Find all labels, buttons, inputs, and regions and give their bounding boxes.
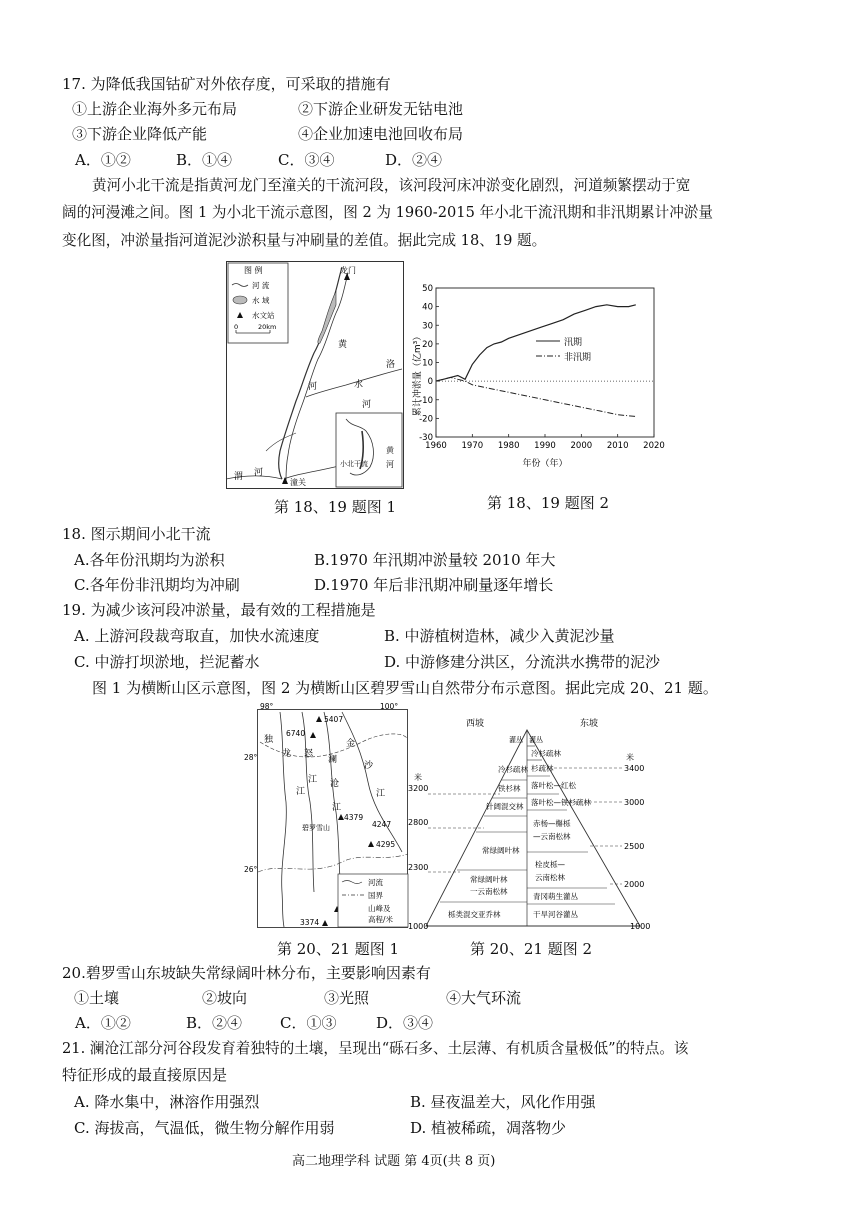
unit-right: 米 xyxy=(626,753,634,762)
river-jiang: 江 xyxy=(376,789,386,799)
inset-he: 河 xyxy=(386,460,394,469)
tick-left-2800: 2800 xyxy=(408,818,429,827)
east-zone-7: —云南松林 xyxy=(533,832,571,841)
east-zone-4: 落叶松—红松 xyxy=(531,781,576,790)
west-zone-3: 铁杉林 xyxy=(498,784,521,793)
river-dulong: 独 xyxy=(264,735,274,745)
inset-xbgl-1: 小北干流 xyxy=(340,460,368,468)
y-tick-label: 30 xyxy=(422,321,433,332)
y-tick-label: 40 xyxy=(422,302,433,313)
east-zone-5: 落叶松—铁杉疏林 xyxy=(531,798,591,807)
west-zone-1: 灌丛 xyxy=(509,736,523,744)
y-tick-label: 20 xyxy=(422,339,433,350)
q20-choice-b: B．②④ xyxy=(186,1014,243,1032)
q17-choice-a: A．①② xyxy=(75,151,131,169)
legend-water: 水 域 xyxy=(252,296,270,305)
map-legend xyxy=(228,263,288,343)
map2-legend xyxy=(338,874,408,927)
x-tick-label: 1970 xyxy=(461,441,484,451)
legend-station: 水文站 xyxy=(252,311,275,320)
label-luo: 洛 xyxy=(386,360,396,370)
inset-huang: 黄 xyxy=(386,446,394,455)
q18-option-a: A.各年份汛期均为淤积 xyxy=(74,551,225,569)
x-tick-label: 1980 xyxy=(497,441,520,451)
q17-choice-d: D．②④ xyxy=(385,151,443,169)
nonflood-series-line xyxy=(436,377,636,416)
west-zone-7: 一云南松林 xyxy=(470,887,508,896)
river-lan-2: 沧 xyxy=(330,779,340,789)
y-tick-label: 50 xyxy=(422,284,433,294)
tick-right-2500: 2500 xyxy=(624,842,645,851)
peak-4379: 4379 xyxy=(344,813,364,822)
east-zone-8: 栓皮栎— xyxy=(535,860,565,869)
intro1-line1: 黄河小北干流是指黄河龙门至潼关的干流河段，该河段河床冲淤变化剧烈，河道频繁摆动于宽 xyxy=(92,177,691,194)
q21-stem-line2: 特征形成的最直接原因是 xyxy=(62,1066,228,1084)
x-tick-label: 2020 xyxy=(643,441,665,451)
legend-nonflood: 非汛期 xyxy=(564,353,592,363)
west-zone-4: 针阔混交林 xyxy=(486,802,524,811)
lat-28: 28° xyxy=(244,753,258,762)
east-zone-1: 灌丛 xyxy=(529,736,543,744)
legend-peak: 山峰及 xyxy=(368,904,391,913)
label-he3: 河 xyxy=(254,468,264,478)
x-tick-label: 1960 xyxy=(425,441,447,451)
hengduan-map xyxy=(244,702,412,930)
q19-stem: 19. 为减少该河段冲淤量，最有效的工程措施是 xyxy=(62,601,376,619)
y-tick-label: -30 xyxy=(419,433,433,443)
q21-option-c: C. 海拔高，气温低，微生物分解作用弱 xyxy=(74,1119,335,1137)
q21-option-d: D. 植被稀疏，凋落物少 xyxy=(410,1119,567,1137)
peak-3374: 3374 xyxy=(300,918,320,927)
x-axis-label: 年份（年） xyxy=(522,459,568,469)
q17-choice-b: B．①④ xyxy=(176,151,233,169)
x-tick-label: 2000 xyxy=(570,441,593,451)
q20-stem: 20.碧罗雪山东坡缺失常绿阔叶林分布，主要影响因素有 xyxy=(62,964,431,982)
legend-flood: 汛期 xyxy=(564,338,583,348)
q19-option-d: D. 中游修建分洪区，分流洪水携带的泥沙 xyxy=(384,653,661,671)
peak-4295: 4295 xyxy=(376,840,396,849)
east-zone-2: 冷杉疏林 xyxy=(531,749,561,758)
fig-caption-1: 第 18、19 题图 1 xyxy=(274,498,397,516)
east-zone-3: 杉疏林 xyxy=(531,764,554,773)
east-zone-9: 云南松林 xyxy=(535,873,565,882)
scour-silt-chart xyxy=(408,278,668,490)
zone-diagram xyxy=(404,712,684,932)
intro2: 图 1 为横断山区示意图，图 2 为横断山区碧罗雪山自然带分布示意图。据此完成 20、21 题。 xyxy=(92,679,718,697)
fig-caption-2: 第 18、19 题图 2 xyxy=(487,494,610,512)
q18-option-b: B.1970 年汛期冲淤量较 2010 年大 xyxy=(314,551,556,569)
river-nu: 怒 xyxy=(304,749,314,759)
unit-left: 米 xyxy=(414,773,422,782)
river-lan-3: 江 xyxy=(332,803,342,813)
q20-option-4: ④大气环流 xyxy=(446,989,522,1007)
west-zone-6: 常绿阔叶林 xyxy=(470,875,508,884)
tick-left-3200: 3200 xyxy=(408,784,429,793)
q17-option-3: ③下游企业降低产能 xyxy=(72,125,208,143)
y-tick-label: -10 xyxy=(419,395,433,406)
q19-option-b: B. 中游植树造林，减少入黄泥沙量 xyxy=(384,627,615,645)
q18-stem: 18. 图示期间小北干流 xyxy=(62,525,211,543)
q21-option-b: B. 昼夜温差大，风化作用强 xyxy=(410,1093,596,1111)
q20-choice-d: D．③④ xyxy=(376,1014,434,1032)
river-dulong-2: 龙 xyxy=(282,749,292,759)
legend-river: 河 流 xyxy=(252,281,270,290)
fig-caption-3: 第 20、21 题图 1 xyxy=(277,940,400,958)
q20-choice-a: A．①② xyxy=(75,1014,131,1032)
q17-choice-c: C．③④ xyxy=(278,151,335,169)
label-biluo: 碧罗雪山 xyxy=(302,824,330,832)
q17-option-2: ②下游企业研发无钴电池 xyxy=(298,100,464,118)
q17-option-1: ①上游企业海外多元布局 xyxy=(72,100,238,118)
legend xyxy=(536,336,591,363)
river-nu-2: 江 xyxy=(308,775,318,785)
y-tick-label: 0 xyxy=(427,377,433,388)
scale-zero: 0 xyxy=(234,323,239,331)
river-jin: 金 xyxy=(346,739,356,749)
q21-stem-line1: 21. 澜沧江部分河谷段发育着独特的土壤，呈现出“砾石多、土层薄、有机质含量极低”的特点。该 xyxy=(62,1040,689,1057)
legend-title: 图 例 xyxy=(244,266,263,275)
legend-river2: 河流 xyxy=(368,878,383,887)
fig-caption-4: 第 20、21 题图 2 xyxy=(470,940,593,958)
q19-option-c: C. 中游打坝淤地，拦泥蓄水 xyxy=(74,653,260,671)
tick-left-2300: 2300 xyxy=(408,863,429,872)
q17-stem: 17. 为降低我国钴矿对外依存度，可采取的措施有 xyxy=(62,75,391,93)
x-tick-label: 1990 xyxy=(534,441,556,451)
xiaobei-map xyxy=(226,261,404,489)
label-tongguan: 潼关 xyxy=(290,478,306,487)
label-shui: 水 xyxy=(354,380,364,390)
x-tick-label: 2010 xyxy=(606,441,629,451)
q20-choice-c: C．①③ xyxy=(280,1014,337,1032)
river-dulong-3: 江 xyxy=(296,787,306,797)
y-tick-label: 10 xyxy=(422,358,433,369)
y-axis-label: 累计冲淤量（亿m³） xyxy=(413,331,423,417)
inset-map xyxy=(336,413,402,487)
lon-100: 100° xyxy=(380,702,399,711)
label-longmen: 龙门 xyxy=(340,266,356,275)
scale-km: 20km xyxy=(258,323,277,331)
east-zone-10: 青冈萌生灌丛 xyxy=(533,892,578,901)
label-he: 河 xyxy=(308,382,318,392)
tick-left-1000: 1000 xyxy=(408,922,429,931)
west-zone-2: 冷杉疏林 xyxy=(498,765,528,774)
label-wei: 渭 xyxy=(234,472,244,482)
west-slope-label: 西坡 xyxy=(466,719,485,729)
peak-5407: 5407 xyxy=(324,715,344,724)
q18-option-c: C.各年份非汛期均为冲刷 xyxy=(74,576,240,594)
q21-option-a: A. 降水集中，淋溶作用强烈 xyxy=(74,1093,260,1111)
tick-right-1000: 1000 xyxy=(630,922,651,931)
q20-option-1: ①土壤 xyxy=(74,989,120,1007)
tick-right-3400: 3400 xyxy=(624,764,645,773)
peak-6740: 6740 xyxy=(286,729,306,738)
legend-peak-2: 高程/米 xyxy=(368,915,394,924)
tick-right-3000: 3000 xyxy=(624,798,645,807)
q20-option-3: ③光照 xyxy=(324,989,370,1007)
river-sha: 沙 xyxy=(364,761,374,771)
label-huang: 黄 xyxy=(338,340,348,350)
east-slope-label: 东坡 xyxy=(580,719,599,729)
west-zone-8: 栎类混交亚乔林 xyxy=(448,910,501,919)
label-he2: 河 xyxy=(362,400,372,410)
tick-right-2000: 2000 xyxy=(624,880,645,889)
intro1-line2: 阔的河漫滩之间。图 1 为小北干流示意图，图 2 为 1960-2015 年小北干流汛期和非汛期累计冲淤量 xyxy=(62,204,713,221)
east-zone-11: 干旱河谷灌丛 xyxy=(533,910,578,919)
east-zone-6: 赤杨—槲栎 xyxy=(533,819,571,828)
intro1-line3: 变化图，冲淤量指河道泥沙淤积量与冲刷量的差值。据此完成 18、19 题。 xyxy=(62,232,547,249)
lat-26: 26° xyxy=(244,865,258,874)
west-zone-5: 常绿阔叶林 xyxy=(482,846,520,855)
flood-series-line xyxy=(436,305,636,381)
lon-98: 98° xyxy=(260,702,274,711)
river-lan: 澜 xyxy=(328,755,338,765)
peak-4247a: 4247 xyxy=(372,820,392,829)
page-footer: 高二地理学科 试题 第 4页(共 8 页) xyxy=(292,1154,496,1169)
legend-border: 国界 xyxy=(368,891,383,900)
y-tick-label: -20 xyxy=(419,414,433,425)
q20-option-2: ②坡向 xyxy=(202,989,248,1007)
q19-option-a: A. 上游河段裁弯取直，加快水流速度 xyxy=(74,627,320,645)
q17-option-4: ④企业加速电池回收布局 xyxy=(298,125,464,143)
q18-option-d: D.1970 年后非汛期冲刷量逐年增长 xyxy=(314,576,554,594)
